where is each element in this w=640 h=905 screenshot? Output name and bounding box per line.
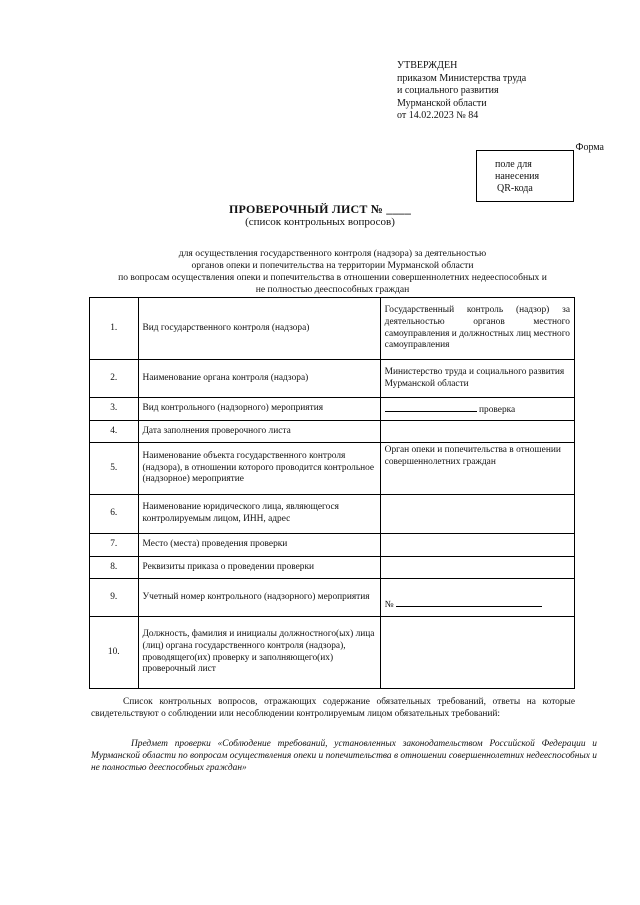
approval-line: от 14.02.2023 № 84 [397,110,479,122]
row-value: Министерство труда и социального развития Мурманской области [380,360,574,398]
table-row [90,443,575,495]
checklist-info-table [89,297,575,689]
row-number: 7. [90,534,139,557]
row-number: 10. [90,617,139,689]
row-label: Место (места) проведения проверки [138,534,380,557]
row-number: 2. [90,360,139,398]
blank-line[interactable] [385,402,477,412]
row-label: Вид государственного контроля (надзора) [138,298,380,360]
row-value[interactable] [380,495,574,534]
control-questions-intro: Список контрольных вопросов, отражающих содержание обязательных требований, ответы на которые свидетельствуют о соблюдении или несоблюдении контролируемым лицом обязательных требований: [91,697,575,719]
row-value[interactable] [380,617,574,689]
purpose-line: для осуществления государственного контроля (надзора) за деятельностью [178,248,487,259]
form-label: Форма [575,142,604,153]
row-number: 1. [90,298,139,360]
approval-line: УТВЕРЖДЕН [397,60,458,71]
row-number: 6. [90,495,139,534]
row-label: Наименование объекта государственного контроля (надзора), в отношении которого проводится контрольное (надзорное) мероприятие [138,443,380,495]
row-value-text: № [384,600,396,611]
approval-line: Мурманской области [397,97,487,109]
row-value [380,579,574,617]
purpose-text [90,248,575,296]
table-row [90,298,575,360]
row-value [380,398,574,421]
row-value[interactable] [380,534,574,557]
row-number: 5. [90,443,139,495]
table-row [90,557,575,579]
row-label: Реквизиты приказа о проведении проверки [138,557,380,579]
qr-code-field [476,150,574,202]
title-sub: (список контрольных вопросов) [245,216,395,228]
row-label: Вид контрольного (надзорного) мероприятия [138,398,380,421]
row-label: Наименование юридического лица, являющегося контролируемым лицом, ИНН, адрес [138,495,380,534]
qr-box-line: поле для [495,159,532,170]
table-row [90,398,575,421]
qr-box-line: нанесения [495,171,540,182]
table-row [90,360,575,398]
title-main: ПРОВЕРОЧНЫЙ ЛИСТ № ____ [228,202,412,216]
table-row [90,579,575,617]
purpose-line: не полностью дееспособных граждан [255,284,410,295]
row-value: Государственный контроль (надзор) за деятельностью органов местного самоуправления и должностных лиц местного самоуправления [380,298,574,360]
qr-box-line: QR-кода [497,183,533,194]
row-number: 3. [90,398,139,421]
row-number: 4. [90,421,139,443]
row-label: Дата заполнения проверочного листа [138,421,380,443]
inspection-subject: Предмет проверки «Соблюдение требований, установленных законодательством Российской Федерации и Мурманской области по вопросам осуществления опеки и попечительства в отношении совершеннолетних недееспособных и не полностью дееспособных граждан» [91,739,597,773]
table-row [90,495,575,534]
row-label: Учетный номер контрольного (надзорного) мероприятия [138,579,380,617]
document-title [0,202,640,229]
row-value: Орган опеки и попечительства в отношении совершеннолетних граждан [380,443,574,495]
purpose-line: органов опеки и попечительства на территории Мурманской области [191,260,474,271]
table-row [90,534,575,557]
table-row [90,617,575,689]
row-value-text: проверка [476,404,516,415]
table-row [90,421,575,443]
purpose-line: по вопросам осуществления опеки и попечительства в отношении совершеннолетних недееспособных и [118,272,547,283]
approval-stamp [397,60,597,123]
approval-line: и социального развития [397,85,499,97]
approval-line: приказом Министерства труда [397,72,527,84]
row-number: 8. [90,557,139,579]
row-label: Наименование органа контроля (надзора) [138,360,380,398]
blank-line[interactable] [396,597,542,607]
row-value[interactable] [380,421,574,443]
row-value[interactable] [380,557,574,579]
row-number: 9. [90,579,139,617]
row-label: Должность, фамилия и инициалы должностного(ых) лица (лиц) органа государственного контроля (надзора), проводящего(их) проверку и заполняющего(их) проверочный лист [138,617,380,689]
